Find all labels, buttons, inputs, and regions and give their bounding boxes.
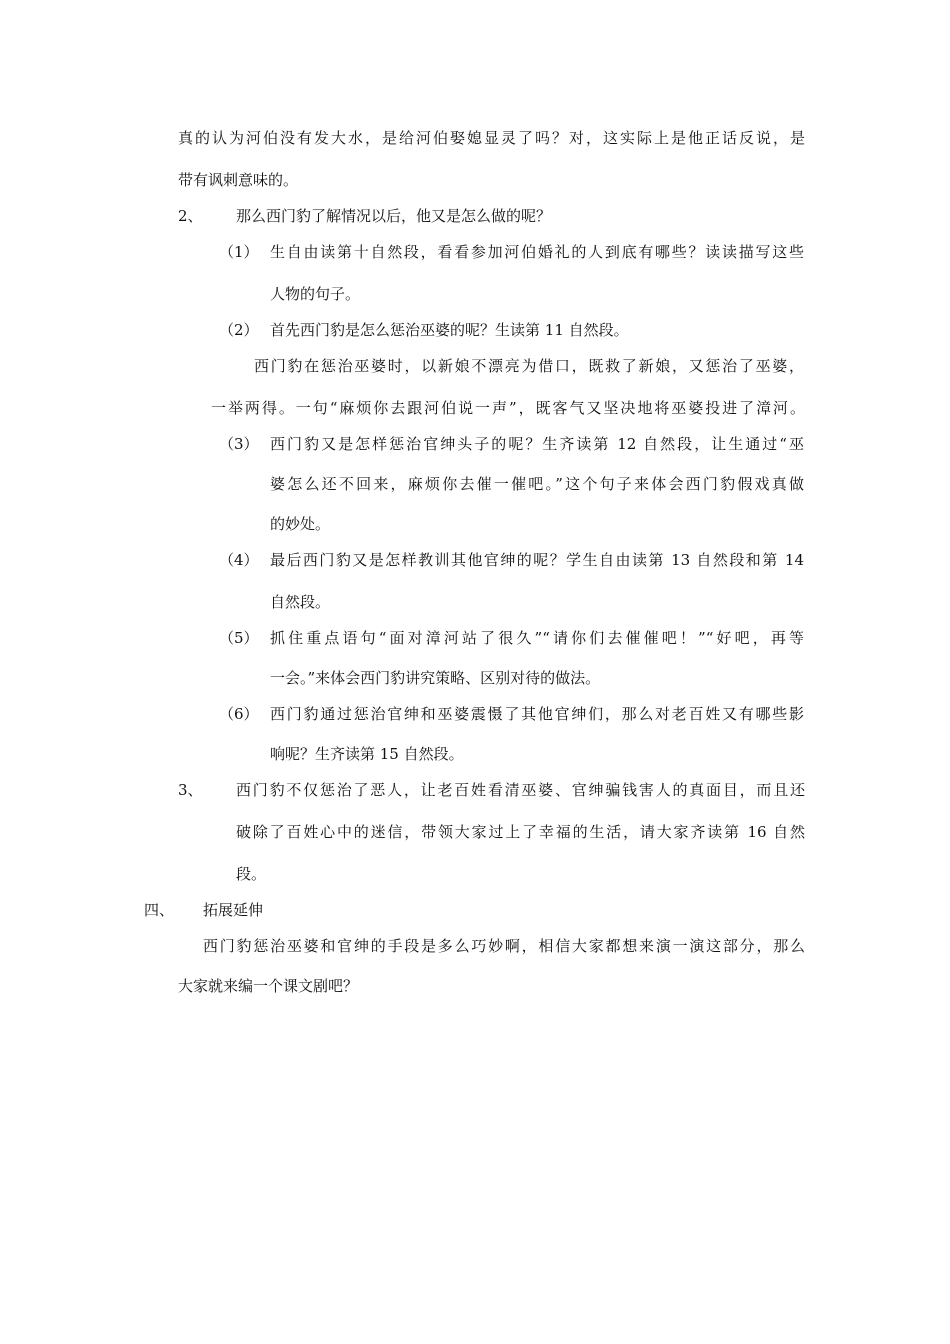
sub-3-line-1: 西门豹又是怎样惩治官绅头子的呢？生齐读第 12 自然段，让生通过“巫 [270, 435, 804, 453]
sub-2-number: （2） [219, 321, 259, 339]
sub-6-line-2: 响呢？生齐读第 15 自然段。 [270, 745, 464, 763]
sub-5-number: （5） [219, 629, 259, 647]
sub-6-line-1: 西门豹通过惩治官绅和巫婆震慑了其他官绅们，那么对老百姓又有哪些影 [270, 705, 804, 723]
section-4-title: 拓展延伸 [203, 901, 264, 919]
sub-1-line-2: 人物的句子。 [270, 285, 361, 303]
item-2-text: 那么西门豹了解情况以后，他又是怎么做的呢？ [236, 207, 552, 225]
sub-3-number: （3） [219, 435, 259, 453]
sub-3-line-3: 的妙处。 [270, 515, 331, 533]
item-3-line-2: 破除了百姓心中的迷信，带领大家过上了幸福的生活，请大家齐读第 16 自然 [236, 823, 805, 841]
sub-5-line-2: 一会。”来体会西门豹讲究策略、区别对待的做法。 [270, 669, 601, 687]
section-4-line-2: 大家就来编一个课文剧吧？ [178, 977, 359, 995]
sub-1-number: （1） [219, 243, 259, 261]
item-3-number: 3、 [178, 781, 203, 799]
item-3-line-3: 段。 [236, 865, 267, 883]
section-4-line-1: 西门豹惩治巫婆和官绅的手段是多么巧妙啊，相信大家都想来演一演这部分，那么 [203, 937, 805, 955]
note-line-1: 西门豹在惩治巫婆时，以新娘不漂亮为借口，既救了新娘，又惩治了巫婆， [254, 357, 804, 375]
intro-line-1: 真的认为河伯没有发大水，是给河伯娶媳显灵了吗？对，这实际上是他正话反说，是 [178, 129, 805, 147]
sub-4-line-2: 自然段。 [270, 593, 331, 611]
sub-6-number: （6） [219, 705, 259, 723]
intro-line-2: 带有讽刺意味的。 [178, 171, 299, 189]
sub-4-line-1: 最后西门豹又是怎样教训其他官绅的呢？学生自由读第 13 自然段和第 14 [270, 551, 804, 569]
sub-5-line-1: 抓住重点语句“面对漳河站了很久”“请你们去催催吧！”“好吧，再等 [270, 629, 804, 647]
sub-2-line-1: 首先西门豹是怎么惩治巫婆的呢？生读第 11 自然段。 [270, 321, 629, 339]
sub-1-line-1: 生自由读第十自然段，看看参加河伯婚礼的人到底有哪些？读读描写这些 [270, 243, 804, 261]
note-line-2: 一举两得。一句“麻烦你去跟河伯说一声”，既客气又坚决地将巫婆投进了漳河。 [211, 399, 805, 417]
sub-3-line-2: 婆怎么还不回来，麻烦你去催一催吧。”这个句子来体会西门豹假戏真做 [270, 475, 804, 493]
section-4-number: 四、 [144, 901, 175, 919]
sub-4-number: （4） [219, 551, 259, 569]
item-2-number: 2、 [178, 207, 203, 225]
item-3-line-1: 西门豹不仅惩治了恶人，让老百姓看清巫婆、官绅骗钱害人的真面目，而且还 [236, 781, 805, 799]
